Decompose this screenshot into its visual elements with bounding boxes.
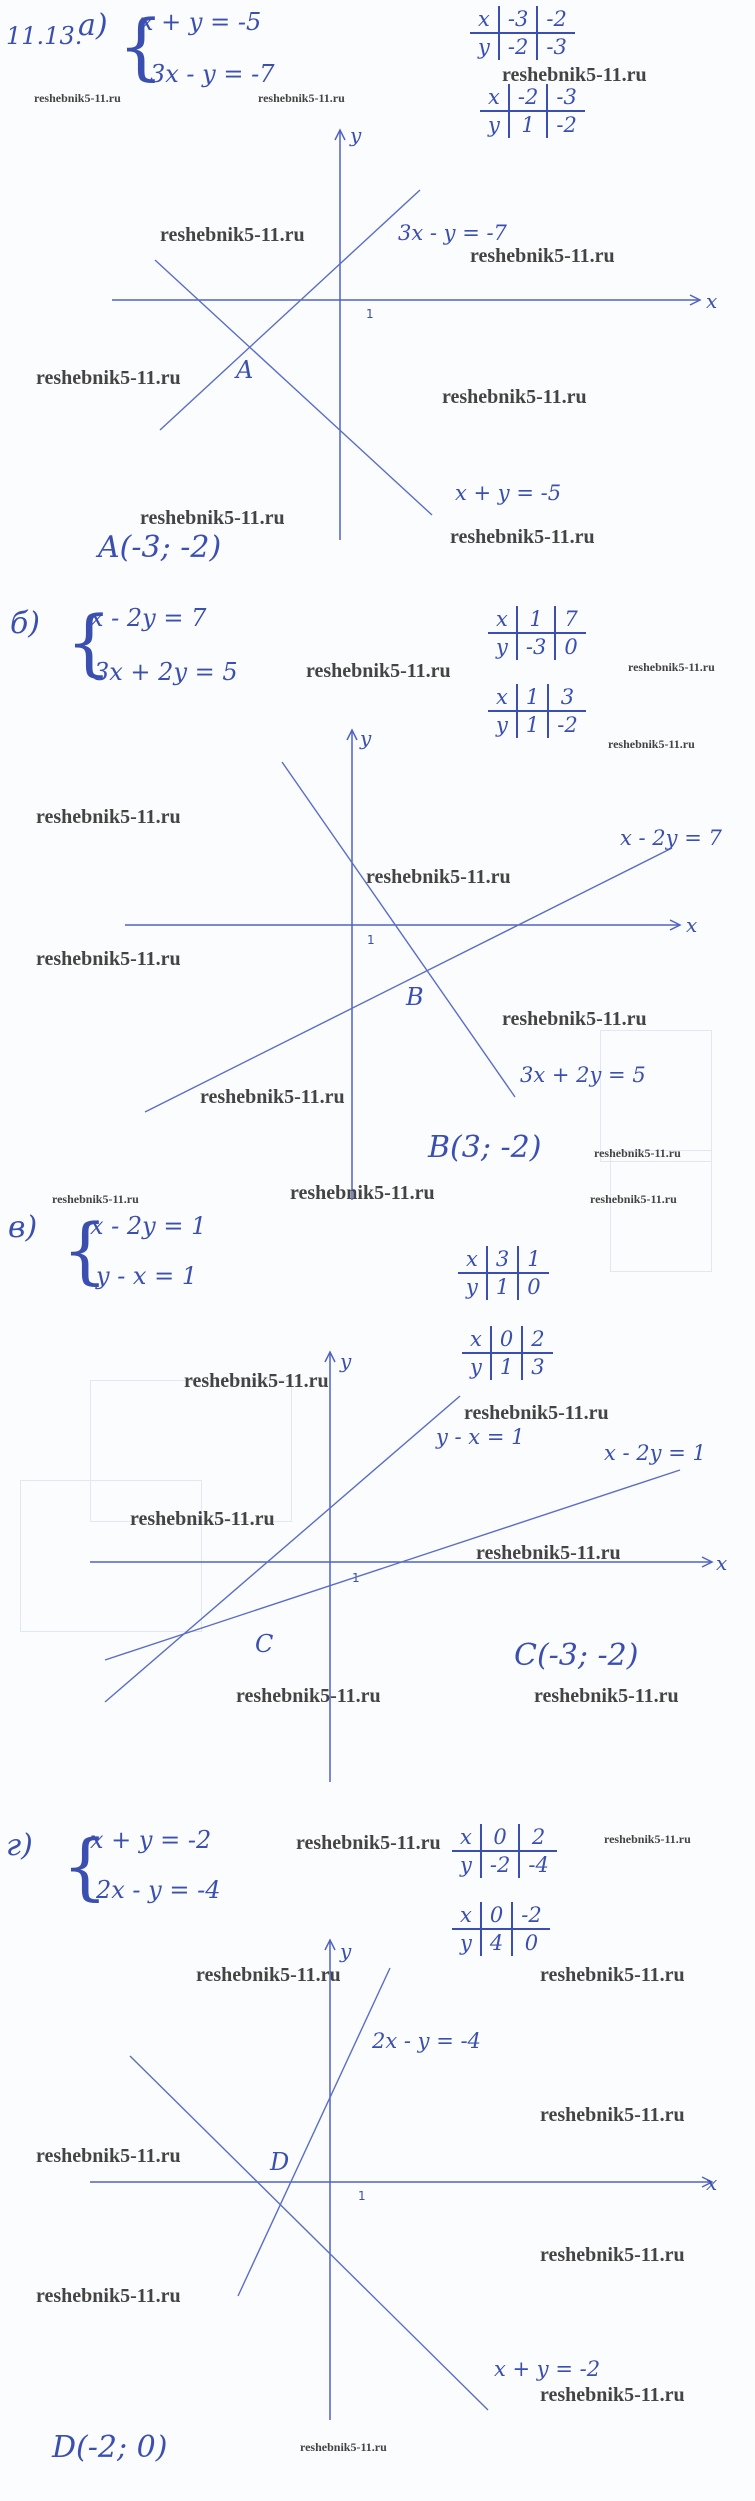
line-label-2: 3x + 2y = 5 — [520, 1063, 646, 1087]
x-axis-label: x — [686, 913, 698, 937]
part-a-table1: x -3 -2 y -2 -3 — [470, 6, 575, 60]
system-brace: { — [118, 4, 164, 88]
intersection-point-label: D — [270, 2148, 290, 2176]
y-axis-label: y — [360, 726, 372, 750]
part-b-table1: x 1 7 y -3 0 — [488, 606, 586, 660]
unit-label: 1 — [367, 933, 375, 947]
part-c-label: в) — [8, 1210, 38, 1245]
x-axis-label: x — [706, 289, 718, 313]
part-a-eq2: 3x - y = -7 — [150, 60, 275, 88]
part-d-table2: x 0 -2 y 4 0 — [452, 1902, 550, 1956]
watermark: reshebnik5-11.ru — [140, 507, 285, 529]
unit-label: 1 — [366, 307, 374, 321]
part-b-eq2: 3x + 2y = 5 — [94, 658, 238, 686]
line-label-1: y - x = 1 — [436, 1425, 525, 1449]
watermark: reshebnik5-11.ru — [450, 526, 595, 548]
watermark: reshebnik5-11.ru — [470, 245, 615, 267]
line-label-1: 2x - y = -4 — [372, 2029, 481, 2053]
watermark: reshebnik5-11.ru — [36, 2285, 181, 2307]
part-c-table1: x 3 1 y 1 0 — [458, 1246, 549, 1300]
line-x-plus-y — [130, 2056, 488, 2410]
watermark: reshebnik5-11.ru — [534, 1685, 679, 1707]
watermark: reshebnik5-11.ru — [366, 866, 511, 888]
line-2x-minus-y — [238, 1968, 390, 2296]
system-brace: { — [62, 1824, 108, 1908]
watermark: reshebnik5-11.ru — [34, 91, 121, 105]
watermark: reshebnik5-11.ru — [540, 2104, 685, 2126]
line-label-2: x + y = -2 — [494, 2357, 601, 2381]
part-a-table2: x -2 -3 y 1 -2 — [480, 84, 585, 138]
part-c-eq1: x - 2y = 1 — [90, 1212, 207, 1240]
part-b-table2: x 1 3 y 1 -2 — [488, 684, 586, 738]
part-a-eq1: x + y = -5 — [140, 8, 262, 36]
intersection-point-label: A — [236, 356, 254, 384]
intersection-point-label: B — [406, 983, 424, 1011]
part-c-table2: x 0 2 y 1 3 — [462, 1326, 553, 1380]
watermark: reshebnik5-11.ru — [502, 1008, 647, 1030]
part-b-answer: B(3; -2) — [428, 1130, 542, 1165]
watermark: reshebnik5-11.ru — [52, 1192, 139, 1206]
x-axis-label: x — [706, 2171, 718, 2195]
watermark: reshebnik5-11.ru — [628, 660, 715, 674]
problem-number: 11.13. — [6, 22, 83, 50]
line-label-1: x - 2y = 7 — [620, 826, 722, 850]
y-axis-label: y — [340, 1939, 352, 1963]
x-axis-label: x — [716, 1551, 728, 1575]
part-d-table1: x 0 2 y -2 -4 — [452, 1824, 557, 1878]
part-b-label: б) — [10, 606, 41, 641]
watermark: reshebnik5-11.ru — [476, 1542, 621, 1564]
part-c-answer: C(-3; -2) — [514, 1638, 639, 1673]
watermark: reshebnik5-11.ru — [36, 367, 181, 389]
watermark: reshebnik5-11.ru — [306, 660, 451, 682]
line-label-1: 3x - y = -7 — [398, 221, 507, 245]
y-axis-label: y — [340, 1349, 352, 1373]
watermark: reshebnik5-11.ru — [296, 1832, 441, 1854]
y-axis-label: y — [350, 123, 362, 147]
part-d-label: г) — [6, 1828, 33, 1863]
watermark: reshebnik5-11.ru — [594, 1146, 681, 1160]
line-label-2: x - 2y = 1 — [604, 1441, 706, 1465]
unit-label: 1 — [352, 1571, 360, 1585]
watermark: reshebnik5-11.ru — [442, 386, 587, 408]
watermark: reshebnik5-11.ru — [590, 1192, 677, 1206]
watermark: reshebnik5-11.ru — [540, 2384, 685, 2406]
watermark: reshebnik5-11.ru — [258, 91, 345, 105]
watermark: reshebnik5-11.ru — [540, 1964, 685, 1986]
watermark: reshebnik5-11.ru — [464, 1402, 609, 1424]
part-b-eq1: x - 2y = 7 — [90, 604, 207, 632]
watermark: reshebnik5-11.ru — [36, 948, 181, 970]
unit-label: 1 — [358, 2189, 366, 2203]
watermark: reshebnik5-11.ru — [300, 2440, 387, 2454]
watermark: reshebnik5-11.ru — [540, 2244, 685, 2266]
part-d-eq1: x + y = -2 — [90, 1826, 212, 1854]
watermark: reshebnik5-11.ru — [236, 1685, 381, 1707]
watermark: reshebnik5-11.ru — [200, 1086, 345, 1108]
line-label-2: x + y = -5 — [455, 481, 562, 505]
watermark: reshebnik5-11.ru — [130, 1508, 275, 1530]
part-d-answer: D(-2; 0) — [52, 2430, 168, 2465]
part-a-label: а) — [78, 8, 108, 43]
system-brace: { — [62, 1208, 108, 1292]
system-brace: { — [66, 600, 112, 684]
watermark: reshebnik5-11.ru — [290, 1182, 435, 1204]
watermark: reshebnik5-11.ru — [604, 1832, 691, 1846]
watermark: reshebnik5-11.ru — [608, 737, 695, 751]
part-d-eq2: 2x - y = -4 — [96, 1876, 221, 1904]
part-c-eq2: y - x = 1 — [96, 1262, 198, 1290]
intersection-point-label: C — [255, 1630, 274, 1658]
watermark: reshebnik5-11.ru — [36, 806, 181, 828]
watermark: reshebnik5-11.ru — [184, 1370, 329, 1392]
watermark: reshebnik5-11.ru — [196, 1964, 341, 1986]
watermark: reshebnik5-11.ru — [160, 224, 305, 246]
watermark: reshebnik5-11.ru — [36, 2145, 181, 2167]
part-a-answer: A(-3; -2) — [98, 530, 222, 565]
watermark: reshebnik5-11.ru — [502, 64, 647, 86]
